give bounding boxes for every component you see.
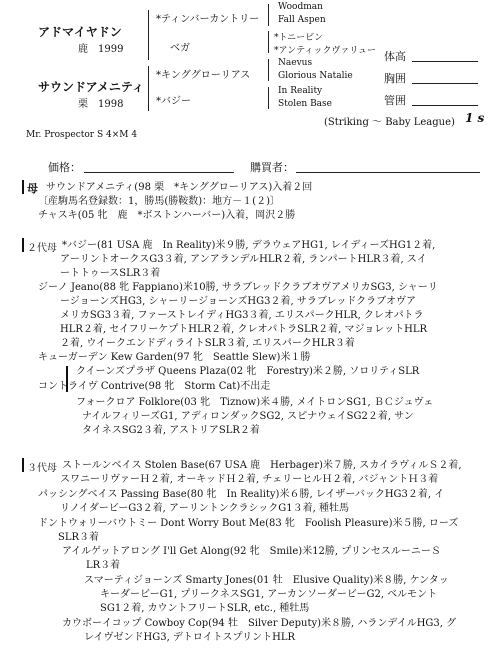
label-cannon: 管囲: [384, 94, 406, 107]
g2-line: アーリントオークスG3３着, アンアランデルHLR２着, ランパートHLR３着, スイ: [60, 254, 427, 265]
g3-line: キーダービーG1, プリークネスSG1, アーカンソーダービーG2, ベルモント: [100, 589, 438, 600]
dam-line: チャスキ(05 牝 鹿 *ボストンハーバー)入着，岡沢２勝: [38, 210, 296, 221]
label-buyer: 購買者：: [250, 161, 294, 174]
g3-line: SG1２着, カウントフリートSLR, etc., 種牡馬: [100, 603, 310, 614]
inbreeding: Mr. Prospector S 4×M 4: [26, 130, 138, 140]
g3-line: リノイダービーG3２着, アーリントンクラシックG1３着, 種牡馬: [60, 503, 350, 514]
g2-line: ジーノ Jeano(88 牝 Fappiano)米10勝, サラブレッドクラブオヴアメリカSG3, シャーリ: [38, 282, 438, 293]
sire-dam: ベガ: [170, 43, 190, 54]
dam-line: 〔産駒馬名登録数：1，勝馬(勝鞍数)：地方－１(２)〕: [38, 196, 280, 207]
g3-line: カウボーイコップ Cowboy Cop(94 牡 Silver Deputy)米８勝, ハランデイルHG3, グ: [62, 618, 457, 629]
g2-line: ２着, ウイークエンドディライトSLR３着, エリスパークHLR３着: [60, 338, 355, 349]
g3-section-label: ３代母: [27, 463, 57, 474]
section-bar: [22, 180, 24, 194]
dam-dam: *バジー: [156, 96, 191, 107]
g3-line: パッシングベイス Passing Base(80 牝 In Reality)米６勝, レイザーバックHG3２着, イ: [38, 489, 445, 500]
family-line: (Striking ～ Baby League): [324, 117, 455, 128]
label-price: 価格：: [48, 161, 81, 174]
pedigree-bracket: [148, 10, 149, 60]
g3-line: レイヴゼンドHG3, デトロイトスプリントHLR: [84, 632, 296, 643]
sire-detail: 鹿 1999: [78, 44, 124, 55]
pedigree-bracket: [268, 87, 269, 109]
g2-section-label: ２代母: [27, 243, 57, 254]
price-blank: [84, 172, 234, 173]
g2-line: キューガーデン Kew Garden(97 牝 Seattle Slew)米１勝: [38, 352, 311, 363]
cannon-blank: [412, 105, 478, 106]
buyer-blank: [296, 172, 480, 173]
g3-ancestor: *トニービン: [274, 33, 324, 43]
section-bar: [22, 238, 24, 252]
g3-line: SLR３着: [58, 532, 100, 543]
g3-ancestor: In Reality: [278, 86, 323, 96]
sire-sire: *ティンバーカントリー: [156, 14, 260, 25]
sire-name: アドマイヤドン: [38, 25, 122, 39]
g3-line: スマーティジョーンズ Smarty Jones(01 牡 Elusive Quality)米８勝, ケンタッ: [84, 575, 449, 586]
g3-line: アイルゲットアロング I'll Get Along(92 牝 Smile)米12勝, プリンセスルーニーＳ: [62, 546, 441, 557]
g3-line: ストールンベイス Stolen Base(67 USA 鹿 Herbager)米７勝, スカイラヴィルＳ２着,: [62, 460, 462, 471]
g2-line: コントライヴ Contrive(98 牝 Storm Cat)不出走: [38, 381, 271, 392]
g2-line: ージョーンズHG3, シャーリージョーンズHG3２着, サラブレッドクラブオヴア: [60, 296, 417, 307]
label-height: 体高: [384, 50, 406, 63]
g2-line: ートトゥースSLR３着: [60, 268, 161, 279]
g3-ancestor: Naevus: [278, 58, 313, 68]
height-blank: [412, 61, 478, 62]
g3-ancestor: *アンティックヴァリュー: [274, 46, 377, 56]
pedigree-bracket: [268, 4, 269, 26]
pedigree-bracket: [268, 31, 269, 53]
chest-blank: [412, 83, 478, 84]
g3-line: スワニーリヴァーＨ２着, オーキッドＨ２着, チェリーヒルＨ２着, バジャントＨ３着: [60, 474, 439, 485]
g3-line: ドントウォリーバウトミー Dont Worry Bout Me(83 牝 Foolish Pleasure)米５勝, ローズ: [38, 518, 459, 529]
label-chest: 胸囲: [384, 72, 406, 85]
dam-line: サウンドアメニティ(98 栗 *キンググローリアス)入着２回: [46, 182, 313, 193]
pedigree-bracket: [268, 59, 269, 81]
pedigree-bracket: [148, 66, 149, 111]
dam-sire: *キンググローリアス: [156, 70, 251, 81]
g3-line: LR３着: [86, 560, 121, 571]
g2-line: *バジー(81 USA 鹿 In Reality)米９勝, デラウェアHG1, レイディーズHG1２着,: [62, 240, 436, 251]
g2-line: メリカSG3３着, ファーストレイディHG3３着, エリスパークHLR, クレオパトラ: [60, 310, 424, 321]
g3-ancestor: Glorious Natalie: [278, 71, 353, 81]
g2-line: フォークロア Folklore(03 牝 Tiznow)米４勝, メイトロンSG1, ＢＣジュヴェ: [76, 397, 434, 408]
g2-line: ナイルフィリーズG1, アディロンダックSG2, スピナウェイSG2２着, サン: [82, 411, 414, 422]
dam-section-label: 母: [27, 182, 38, 195]
g2-line: HLR２着, セイフリーケプトHLR２着, クレオパトラSLR２着, マジョレットHLR: [60, 324, 428, 335]
section-bar: [22, 458, 24, 472]
dam-name: サウンドアメニティ: [38, 80, 144, 94]
g3-ancestor: Woodman: [278, 2, 323, 12]
dam-detail: 栗 1998: [78, 99, 124, 110]
g2-line: クイーンズプラザ Queens Plaza(02 牝 Forestry)米２勝, ソロリティSLR: [76, 366, 420, 377]
g3-ancestor: Fall Aspen: [278, 15, 326, 25]
family-number: 1 s: [465, 111, 485, 125]
g3-ancestor: Stolen Base: [278, 99, 332, 109]
g2-line: タイネスSG2３着, アストリアSLR２着: [82, 425, 260, 436]
